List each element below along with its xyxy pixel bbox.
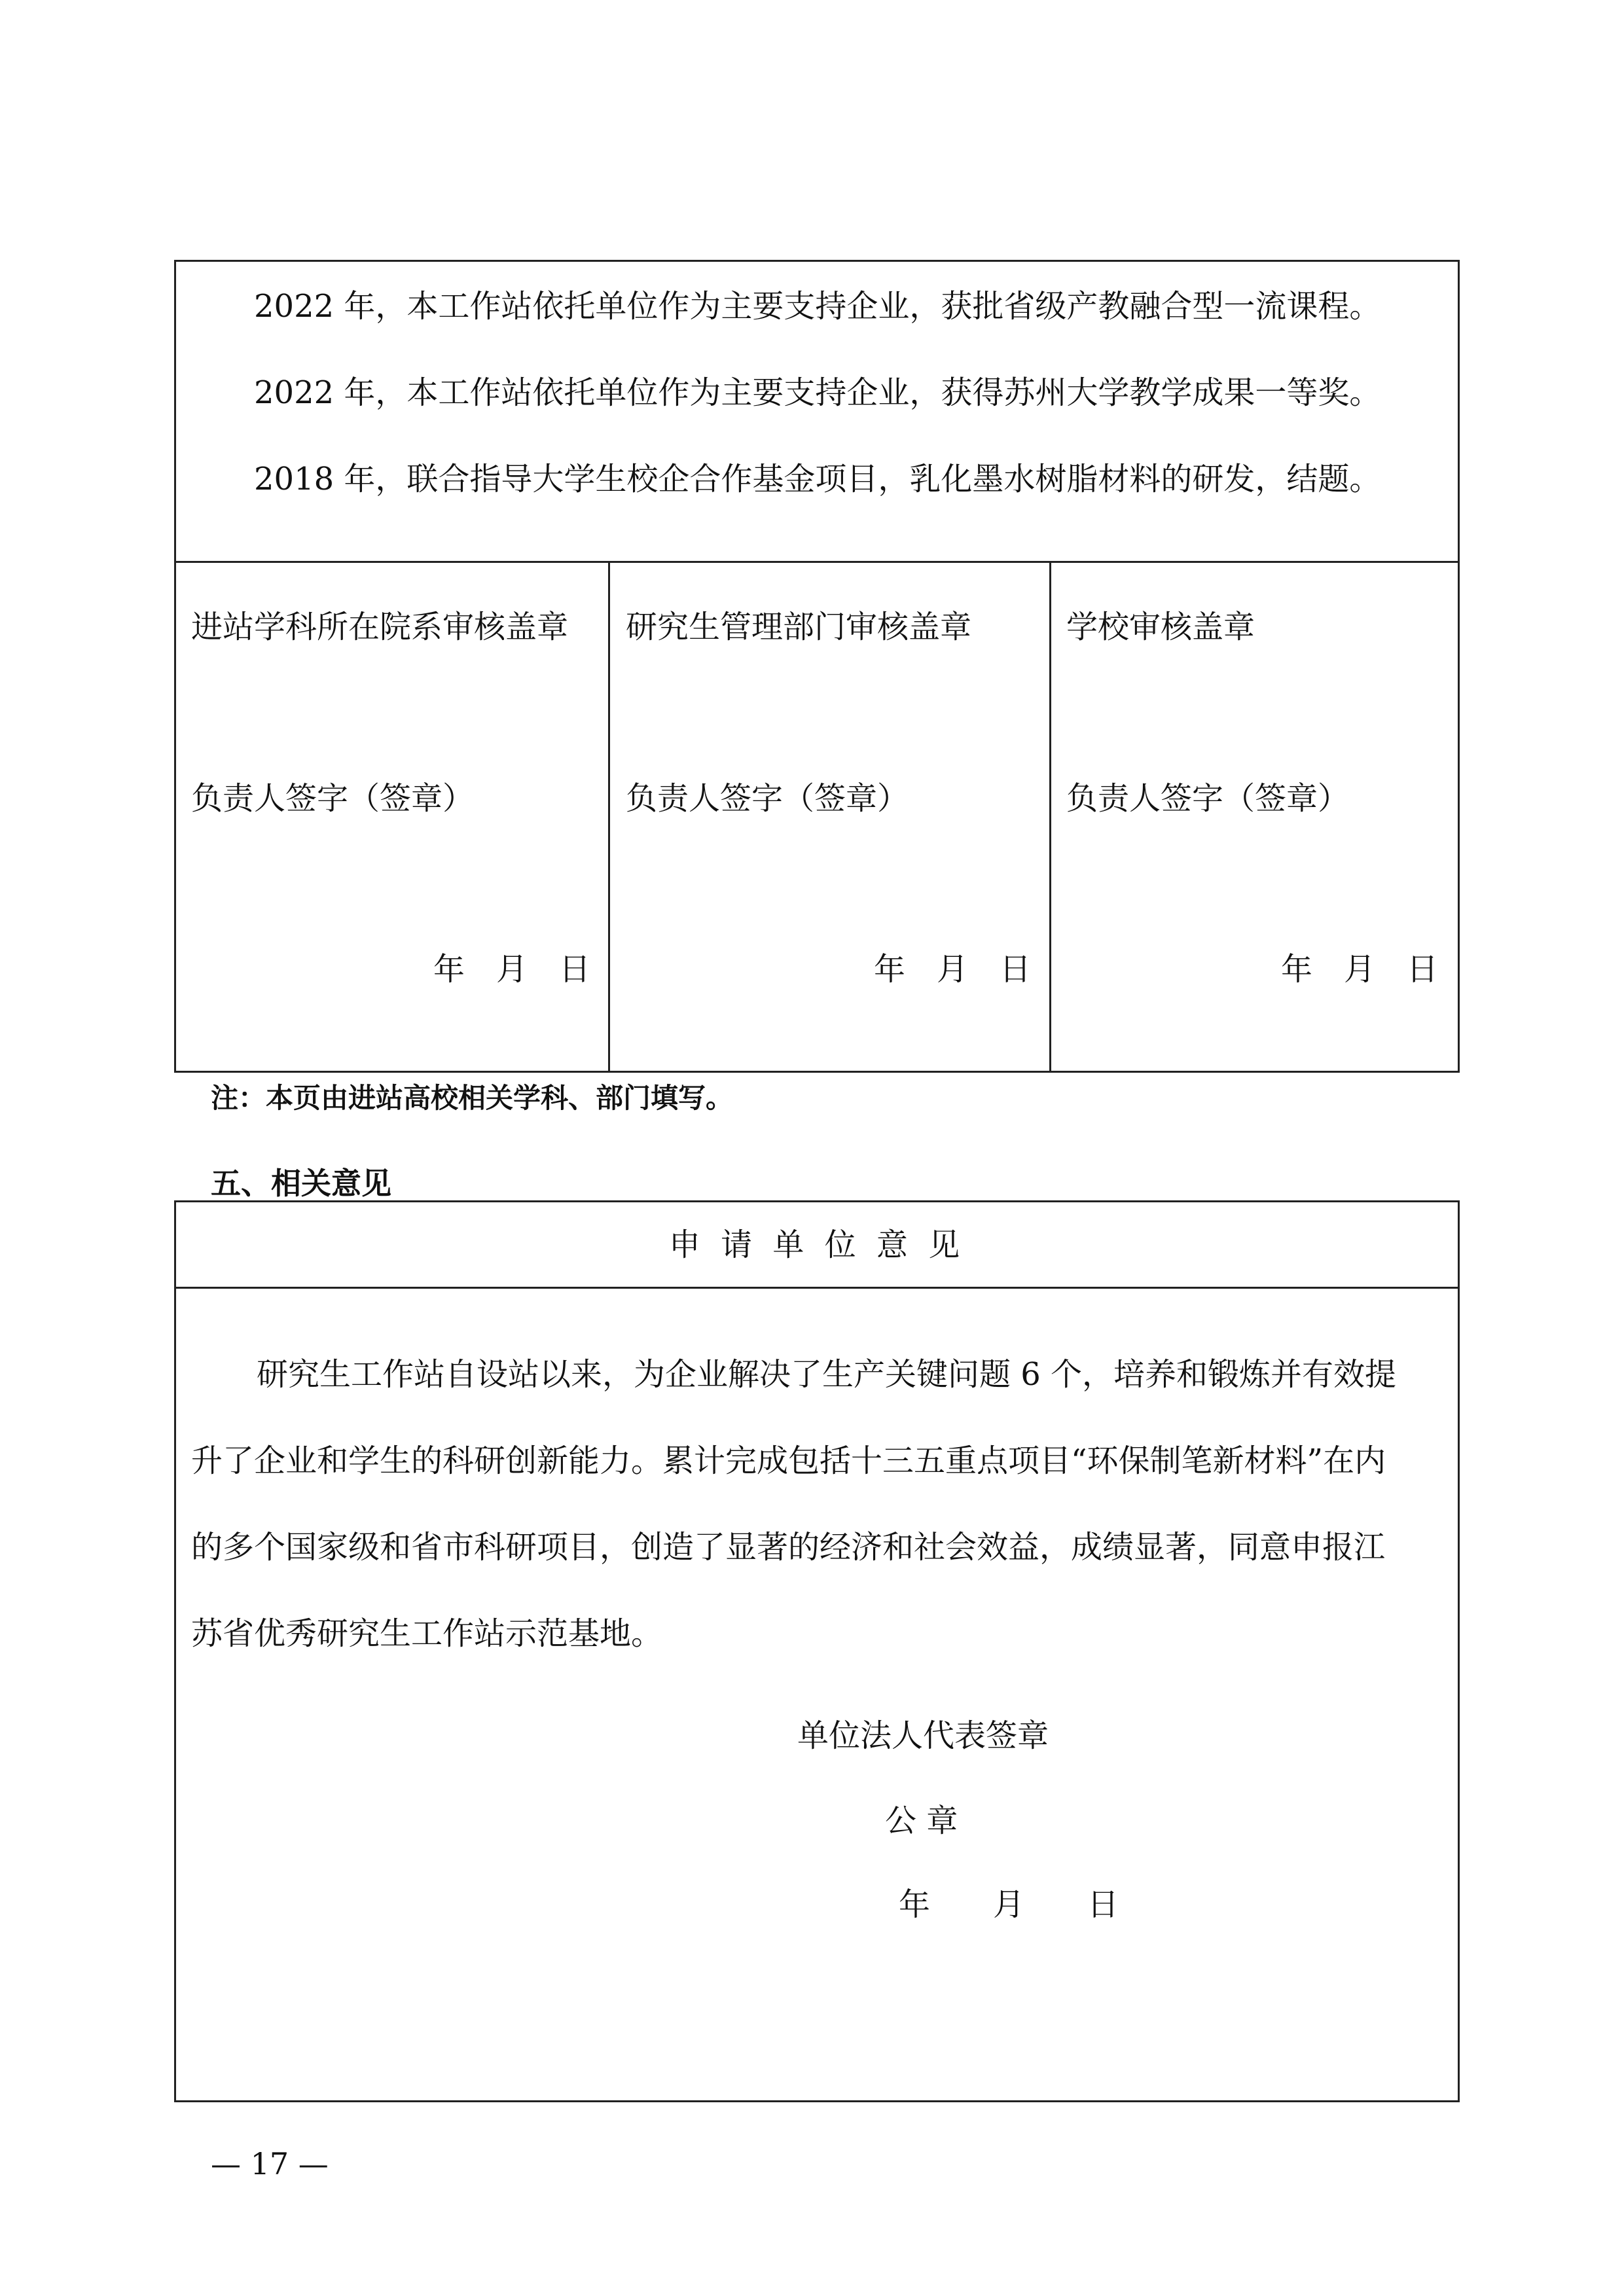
review-date-department: 年 月 日 [433,951,591,988]
opinion-header: 申 请 单 位 意 见 [668,1227,965,1263]
achievement-line: 2018 年，联合指导大学生校企合作基金项目，乳化墨水树脂材料的研发，结题。 [254,461,1381,497]
achievements-divider [174,561,1460,563]
review-signature-graduate-office: 负责人签字（签章） [626,780,909,817]
opinion-date: 年 月 日 [899,1886,1119,1923]
review-date-university: 年 月 日 [1281,951,1439,988]
review-title-department: 进站学科所在院系审核盖章 [191,609,569,645]
official-seal-label: 公 章 [885,1803,958,1839]
review-column-divider-1 [608,561,610,1073]
legal-representative-signature: 单位法人代表签章 [797,1717,1049,1754]
review-title-university: 学校审核盖章 [1066,609,1255,645]
review-title-graduate-office: 研究生管理部门审核盖章 [626,609,972,645]
section-heading: 五、相关意见 [211,1166,391,1201]
opinion-paragraph-line: 升了企业和学生的科研创新能力。累计完成包括十三五重点项目“环保制笔新材料”在内 [191,1443,1386,1479]
opinion-paragraph-line: 苏省优秀研究生工作站示范基地。 [191,1615,663,1652]
review-column-divider-2 [1049,561,1051,1073]
review-signature-university: 负责人签字（签章） [1066,780,1350,817]
review-signature-department: 负责人签字（签章） [191,780,475,817]
opinion-header-divider [174,1287,1460,1289]
review-date-graduate-office: 年 月 日 [874,951,1032,988]
page-number: — 17 — [211,2146,329,2181]
achievement-line: 2022 年，本工作站依托单位作为主要支持企业，获得苏州大学教学成果一等奖。 [254,374,1381,411]
opinion-paragraph-line: 的多个国家级和省市科研项目，创造了显著的经济和社会效益，成绩显著，同意申报江 [191,1529,1386,1566]
achievement-line: 2022 年，本工作站依托单位作为主要支持企业，获批省级产教融合型一流课程。 [254,288,1381,325]
opinion-paragraph-line: 研究生工作站自设站以来，为企业解决了生产关键问题 6 个，培养和锻炼并有效提 [257,1356,1397,1393]
page-note: 注：本页由进站高校相关学科、部门填写。 [211,1082,734,1114]
